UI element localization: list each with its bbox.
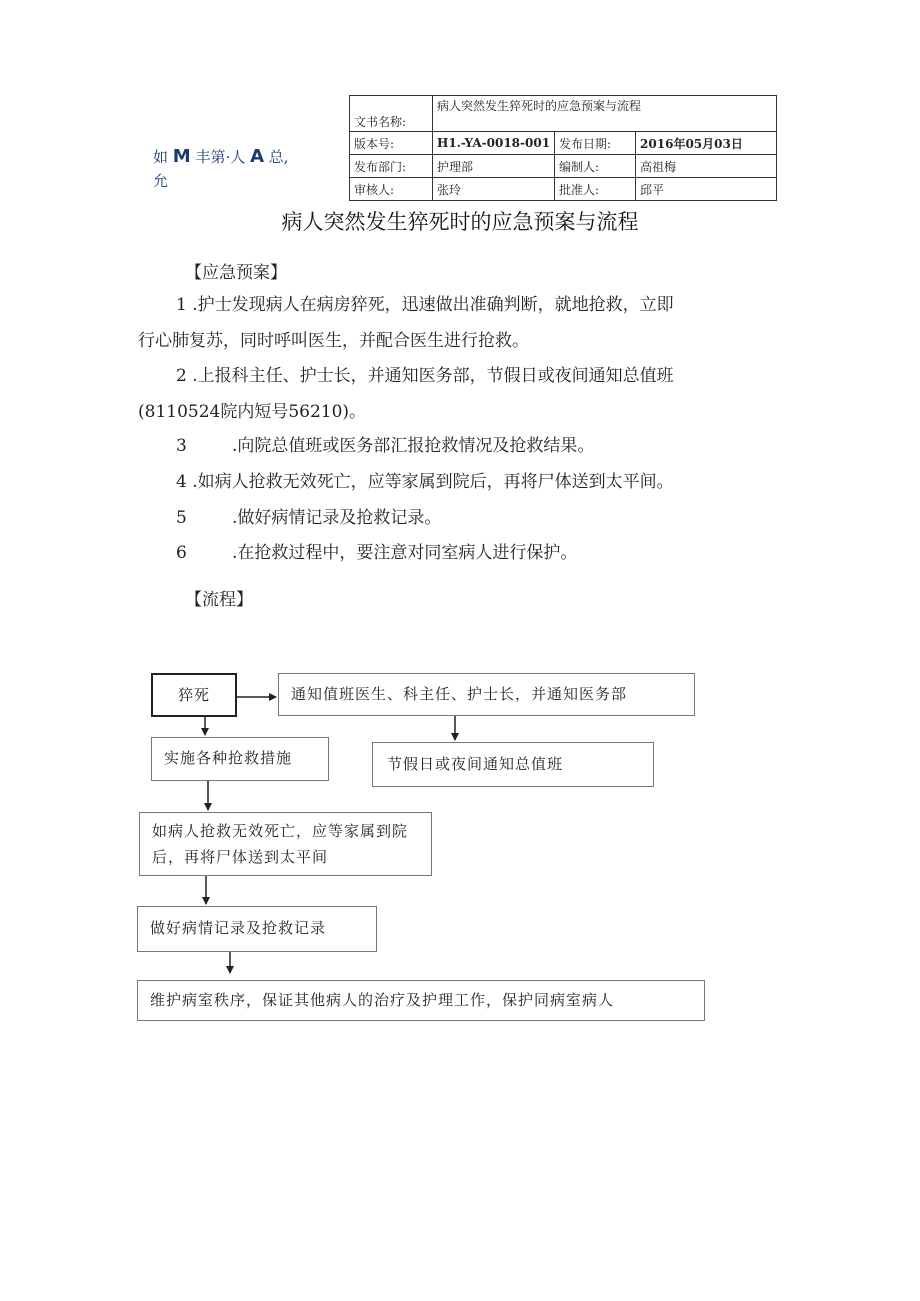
dept-label: 发布部门: [350,155,433,178]
flow-box-rescue-failed: 如病人抢救无效死亡，应等家属到院后，再将尸体送到太平间 [139,812,432,876]
reviewer-label: 审核人: [350,178,433,201]
plan-item-number: 5 [176,508,187,528]
approver-value: 邱平 [636,178,777,201]
plan-item-text: .如病人抢救无效死亡，应等家属到院后，再将尸体送到太平间。 [192,472,674,492]
publish-date-label: 发布日期: [555,132,636,155]
plan-item-5 [138,500,788,536]
flow-box-rescue: 实施各种抢救措施 [151,737,329,781]
plan-item-number: 4 [176,472,187,492]
doc-name-value: 病人突然发生猝死时的应急预案与流程 [433,96,777,132]
flow-box-maintain-order: 维护病室秩序，保证其他病人的治疗及护理工作，保护同病室病人 [137,980,705,1021]
logo-char: 丰第·人 [195,148,246,166]
page-title: 病人突然发生猝死时的应急预案与流程 [281,210,639,234]
plan-item-text: .在抢救过程中，要注意对同室病人进行保护。 [232,543,578,563]
logo-char: M [172,146,191,167]
logo-char: 总, [268,148,289,166]
plan-item-6 [138,535,788,571]
author-value: 高祖梅 [636,155,777,178]
logo-char: A [250,146,264,167]
flow-heading: 【流程】 [185,590,253,610]
plan-item-3 [138,428,788,464]
plan-item-2 [138,358,788,430]
approver-label: 批准人: [555,178,636,201]
logo-char: 允 [153,172,169,190]
plan-item-text: .上报科主任、护士长，并通知医务部，节假日或夜间通知总值班 [192,366,674,386]
plan-item-text: .护士发现病人在病房猝死，迅速做出准确判断，就地抢救，立即 [192,295,674,315]
flow-box-holiday-notify: 节假日或夜间通知总值班 [372,742,654,787]
logo-char: 如 [153,148,169,166]
plan-item-text: .向院总值班或医务部汇报抢救情况及抢救结果。 [232,436,595,456]
flow-box-record: 做好病情记录及抢救记录 [137,906,377,952]
reviewer-value: 张玲 [433,178,555,201]
flow-box-notify: 通知值班医生、科主任、护士长，并通知医务部 [278,673,695,716]
doc-name-label: 文书名称: [350,96,433,132]
plan-item-number: 6 [176,543,187,563]
author-label: 编制人: [555,155,636,178]
version-value: H1.-YA-0018-001 [433,132,555,155]
version-label: 版本号: [350,132,433,155]
flow-box-sudden-death: 猝死 [151,673,237,717]
plan-item-4 [138,464,788,500]
plan-item-1 [138,287,788,359]
plan-item-text: (8110524院内短号56210)。 [138,402,367,422]
document-meta-table [349,95,777,201]
hospital-logo-text [153,145,323,193]
plan-item-number: 2 [176,366,187,386]
plan-item-text: 行心肺复苏，同时呼叫医生，并配合医生进行抢救。 [138,331,529,351]
plan-item-number: 3 [176,436,187,456]
publish-date-value: 2016年05月03日 [636,132,777,155]
dept-value: 护理部 [433,155,555,178]
plan-heading: 【应急预案】 [185,263,287,283]
plan-item-text: .做好病情记录及抢救记录。 [232,508,442,528]
plan-item-number: 1 [176,295,187,315]
